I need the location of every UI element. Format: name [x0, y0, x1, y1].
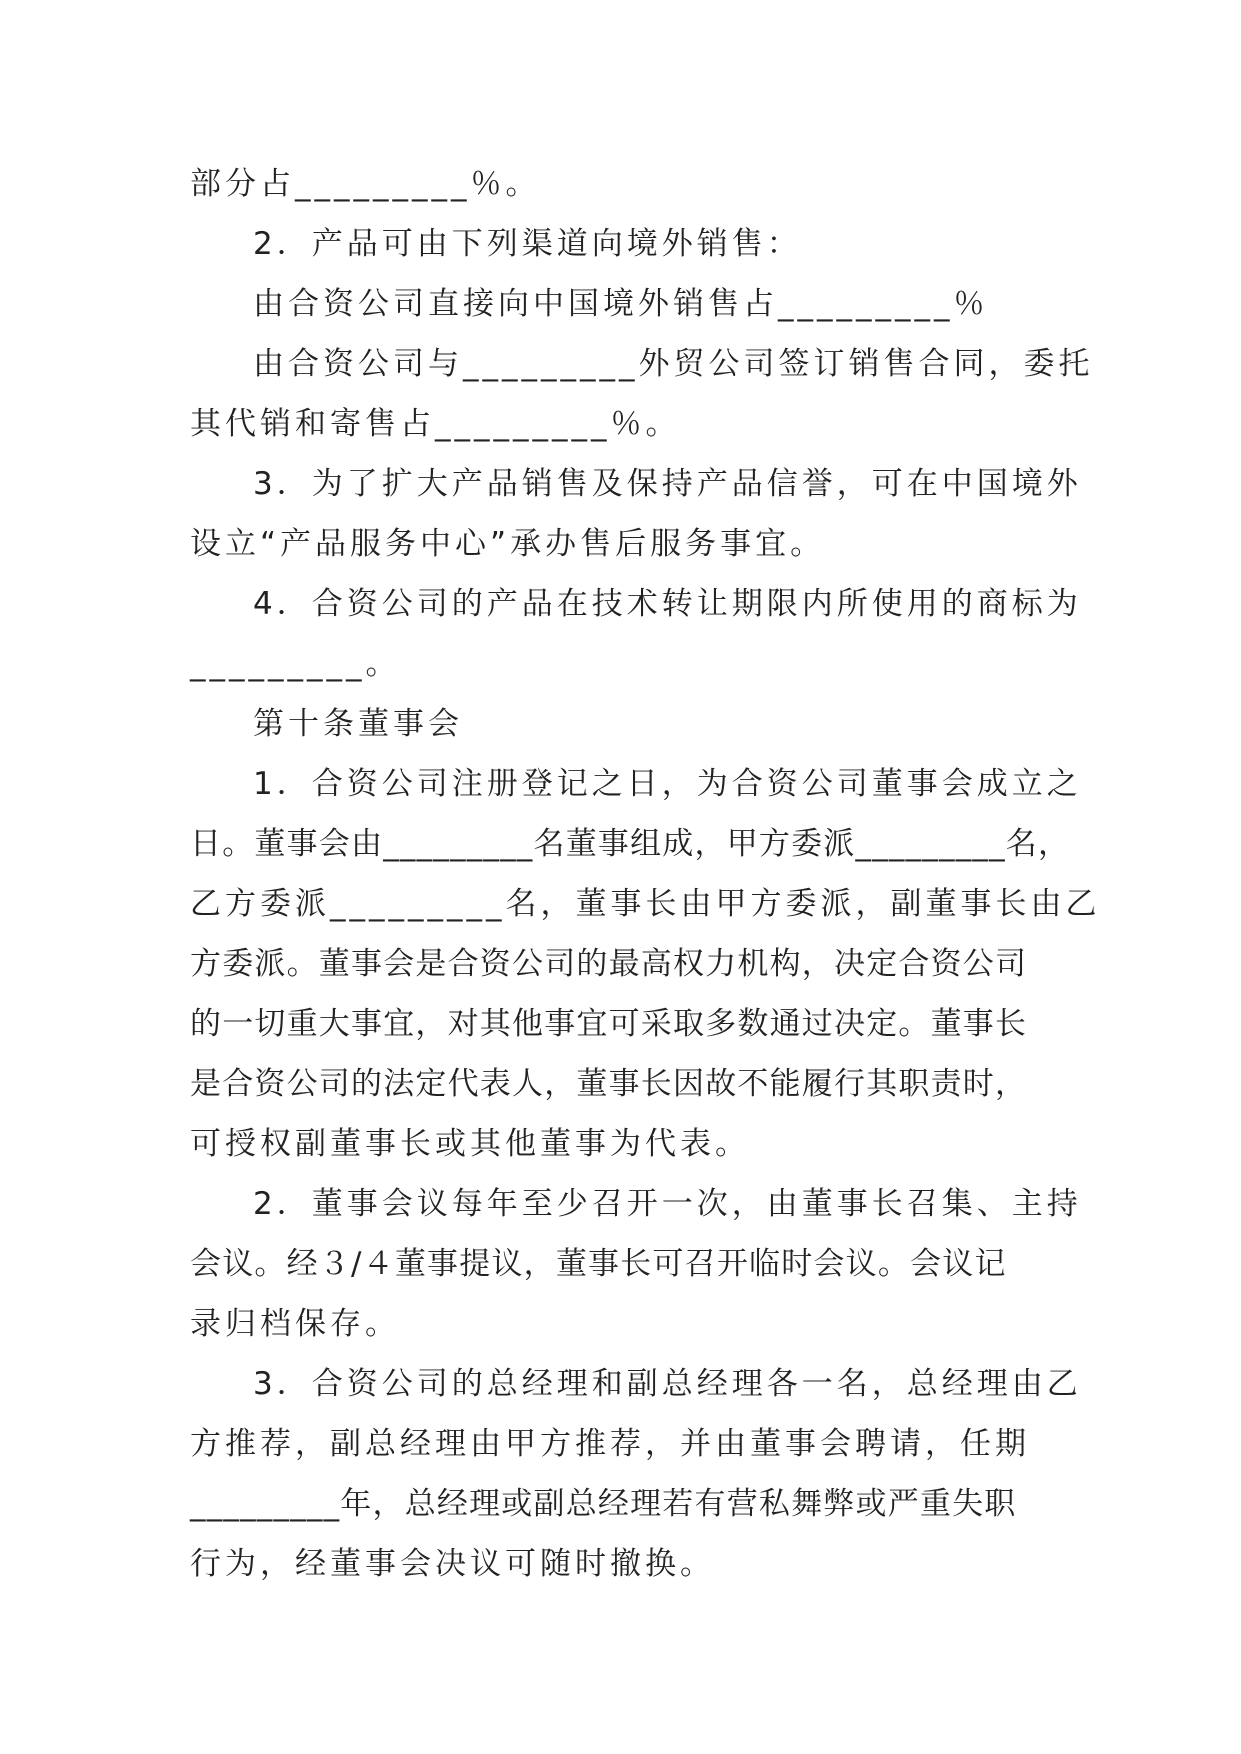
text-line: 乙方委派_________名，董事长由甲方委派，副董事长由乙 [190, 886, 1101, 922]
text-line: 是合资公司的法定代表人，董事长因故不能履行其职责时， [190, 1066, 1028, 1102]
text-line: 录归档保存。 [190, 1306, 400, 1342]
text-line: 日。董事会由_________名董事组成，甲方委派_________名， [190, 826, 1071, 862]
text-line: 会议。经３/４董事提议，董事长可召开临时会议。会议记 [190, 1246, 1007, 1282]
text-line: 4．合资公司的产品在技术转让期限内所使用的商标为 [253, 586, 1082, 622]
text-line: 1．合资公司注册登记之日，为合资公司董事会成立之 [253, 766, 1082, 802]
text-line: _________。 [190, 646, 401, 682]
text-line: 2．产品可由下列渠道向境外销售： [253, 226, 802, 262]
text-line: 3．合资公司的总经理和副总经理各一名，总经理由乙 [253, 1366, 1082, 1402]
text-line: 设立“产品服务中心”承办售后服务事宜。 [190, 526, 826, 562]
text-line: 由合资公司直接向中国境外销售占_________％ [253, 286, 989, 322]
text-line: 由合资公司与_________外贸公司签订销售合同，委托 [253, 346, 1094, 382]
text-line: 可授权副董事长或其他董事为代表。 [190, 1126, 750, 1162]
text-line: 部分占_________％。 [190, 166, 541, 202]
text-line: 方推荐，副总经理由甲方推荐，并由董事会聘请，任期 [190, 1426, 1030, 1462]
text-line: 2．董事会议每年至少召开一次，由董事长召集、主持 [253, 1186, 1082, 1222]
text-line: 方委派。董事会是合资公司的最高权力机构，决定合资公司 [190, 946, 1028, 982]
text-line: 行为，经董事会决议可随时撤换。 [190, 1546, 715, 1582]
text-line: 3．为了扩大产品销售及保持产品信誉，可在中国境外 [253, 466, 1082, 502]
text-line: _________年，总经理或副总经理若有营私舞弊或严重失职 [190, 1486, 1017, 1522]
section-heading: 第十条董事会 [253, 706, 463, 742]
text-line: 的一切重大事宜，对其他事宜可采取多数通过决定。董事长 [190, 1006, 1028, 1042]
text-line: 其代销和寄售占_________％。 [190, 406, 681, 442]
